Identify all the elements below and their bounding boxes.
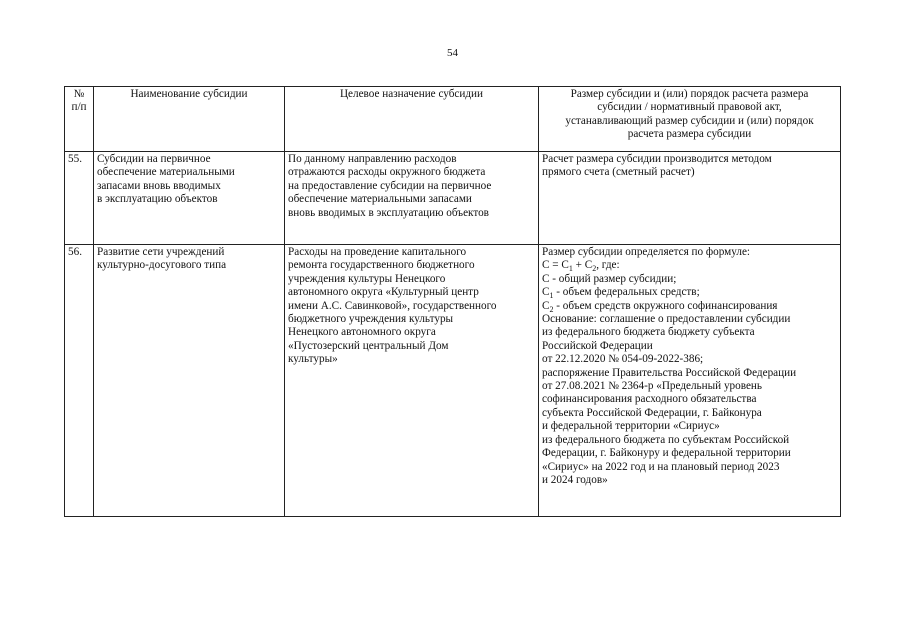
header-size-line: расчета размера субсидии <box>627 128 752 141</box>
basis-line: из федерального бюджета бюджету субъекта <box>542 326 755 339</box>
row-number: 55. <box>65 152 94 245</box>
subsidy-name <box>94 245 285 517</box>
formula-sub: 2 <box>549 304 554 314</box>
header-purpose: Целевое назначение субсидии <box>285 87 539 152</box>
formula-part: C = C <box>542 259 569 272</box>
formula-intro: Размер субсидии определяется по формуле: <box>542 246 751 258</box>
text-line: ремонта государственного бюджетного <box>288 259 475 272</box>
basis-line: и федеральной территории «Сириус» <box>542 420 720 433</box>
text-line: Расчет размера субсидии производится методом <box>542 153 772 165</box>
text-line: автономного округа «Культурный центр <box>288 286 479 299</box>
header-size-line: устанавливающий размер субсидии и (или) порядок <box>565 114 814 127</box>
table-row <box>65 152 841 245</box>
formula-sub: 1 <box>549 291 554 301</box>
text-line: Ненецкого автономного округа <box>288 326 436 339</box>
basis-line: от 22.12.2020 № 054-09-2022-386; <box>542 353 704 366</box>
text-line: прямого счета (сметный расчет) <box>542 166 695 179</box>
basis-line: от 27.08.2021 № 2364-р «Предельный уровень <box>542 380 763 393</box>
definition-c1 <box>542 286 837 299</box>
text-line: Развитие сети учреждений <box>97 246 225 258</box>
row-number: 56. <box>65 245 94 517</box>
text-line: на предоставление субсидии на первичное <box>288 179 492 192</box>
basis-line: Российской Федерации <box>542 339 653 352</box>
basis-line: софинансирования расходного обязательства <box>542 393 757 406</box>
table-row <box>65 245 841 517</box>
text-line: «Пустозерский центральный Дом <box>288 339 449 352</box>
basis-line: и 2024 годов» <box>542 473 608 486</box>
basis-line: распоряжение Правительства Российской Федерации <box>542 366 797 379</box>
text-line: Субсидии на первичное <box>97 153 211 165</box>
text-line: культуры» <box>288 353 338 366</box>
subsidy-purpose <box>285 152 539 245</box>
subsidy-size <box>539 152 841 245</box>
header-num-line: № <box>73 88 85 100</box>
text-line: По данному направлению расходов <box>288 153 457 165</box>
header-num-line: п/п <box>71 101 87 114</box>
basis-line: из федерального бюджета по субъектам Российской <box>542 433 790 446</box>
formula-part: C <box>542 286 550 299</box>
text-line: вновь вводимых в эксплуатацию объектов <box>288 206 489 219</box>
basis-line: «Сириус» на 2022 год и на плановый период 2023 <box>542 460 780 473</box>
formula-part: C <box>542 299 550 312</box>
definition-c2 <box>542 300 837 313</box>
subsidy-name <box>94 152 285 245</box>
definition-text: - объем федеральных средств; <box>553 286 700 299</box>
text-line: обеспечение материальными <box>97 166 235 179</box>
formula-part: + C <box>572 259 593 272</box>
definition-c: С - общий размер субсидии; <box>542 272 677 285</box>
subsidy-purpose <box>285 245 539 517</box>
header-size-line: субсидии / нормативный правовой акт, <box>597 101 782 114</box>
formula-sub: 1 <box>568 264 573 274</box>
basis-line: субъекта Российской Федерации, г. Байконура <box>542 406 762 419</box>
text-line: запасами вновь вводимых <box>97 179 221 192</box>
formula-part: , где: <box>596 259 620 272</box>
text-line: учреждения культуры Ненецкого <box>288 272 446 285</box>
page-number: 54 <box>447 47 458 59</box>
text-line: отражаются расходы окружного бюджета <box>288 166 486 179</box>
basis-line: Федерации, г. Байконуру и федеральной территории <box>542 447 791 460</box>
text-line: имени А.С. Савинковой», государственного <box>288 299 497 312</box>
formula <box>542 259 837 272</box>
definition-text: - объем средств окружного софинансирования <box>553 299 778 312</box>
text-line: Расходы на проведение капитального <box>288 246 467 258</box>
text-line: культурно-досугового типа <box>97 259 227 272</box>
subsidy-table <box>64 86 841 517</box>
table-header-row <box>65 87 841 152</box>
text-line: бюджетного учреждения культуры <box>288 313 454 326</box>
header-num <box>65 87 94 152</box>
formula-sub: 2 <box>592 264 597 274</box>
subsidy-size <box>539 245 841 517</box>
text-line: в эксплуатацию объектов <box>97 193 218 206</box>
text-line: обеспечение материальными запасами <box>288 193 472 206</box>
header-size-line: Размер субсидии и (или) порядок расчета размера <box>570 88 809 100</box>
basis-line: Основание: соглашение о предоставлении субсидии <box>542 313 791 326</box>
header-name: Наименование субсидии <box>94 87 285 152</box>
header-size <box>539 87 841 152</box>
